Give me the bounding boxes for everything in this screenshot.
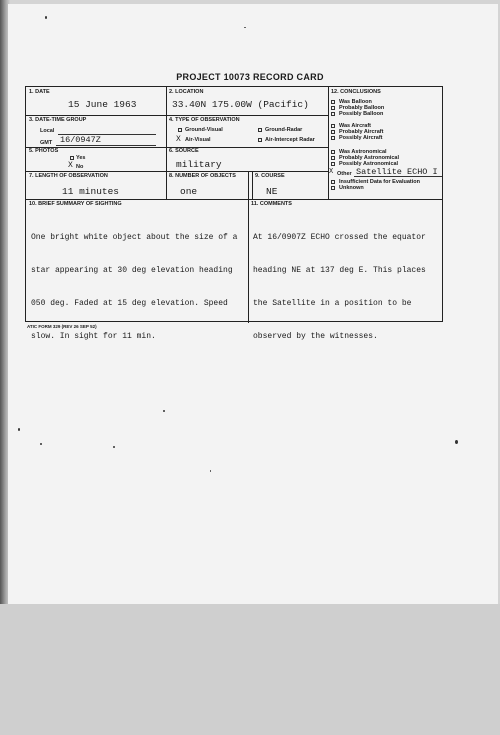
photos-cell bbox=[26, 147, 166, 171]
conclusion-probably-balloon[interactable]: Probably Balloon bbox=[331, 105, 384, 111]
other-line bbox=[354, 176, 442, 177]
conclusion-was-astronomical[interactable]: Was Astronomical bbox=[331, 149, 387, 155]
other-mark[interactable]: X bbox=[329, 168, 334, 176]
length-value: 11 minutes bbox=[62, 186, 120, 197]
scan-speck bbox=[455, 440, 458, 444]
other-label: Other bbox=[337, 171, 352, 177]
date-label: 1. DATE bbox=[29, 89, 50, 95]
checkbox-icon bbox=[331, 150, 335, 154]
gmt-value: 16/0947Z bbox=[60, 135, 101, 145]
checkbox-icon bbox=[331, 124, 335, 128]
date-value: 15 June 1963 bbox=[68, 99, 137, 110]
checkbox-icon bbox=[331, 106, 335, 110]
checkbox-icon bbox=[331, 136, 335, 140]
ground-radar-checkbox[interactable] bbox=[258, 128, 262, 132]
scan-speck bbox=[45, 16, 47, 19]
checkbox-icon bbox=[331, 162, 335, 166]
scan-speck bbox=[210, 470, 211, 472]
comments-line: At 16/0907Z ECHO crossed the equator bbox=[253, 233, 426, 242]
conclusion-was-aircraft[interactable]: Was Aircraft bbox=[331, 123, 371, 129]
checkbox-icon bbox=[331, 130, 335, 134]
location-cell bbox=[166, 87, 328, 115]
source-label: 6. SOURCE bbox=[169, 148, 199, 154]
conclusion-was-balloon[interactable]: Was Balloon bbox=[331, 99, 372, 105]
summary-line: 050 deg. Faded at 15 deg elevation. Speed bbox=[31, 299, 228, 308]
summary-text bbox=[31, 210, 237, 364]
conclusions-label: 12. CONCLUSIONS bbox=[331, 89, 381, 95]
ground-visual-label: Ground-Visual bbox=[185, 127, 223, 133]
photos-no-mark[interactable]: X bbox=[68, 161, 73, 170]
air-visual-mark[interactable]: X bbox=[176, 135, 181, 144]
air-intercept-checkbox[interactable] bbox=[258, 138, 262, 142]
objects-label: 8. NUMBER OF OBJECTS bbox=[169, 173, 236, 179]
scan-speck bbox=[163, 410, 165, 412]
local-label: Local bbox=[40, 128, 55, 134]
observation-type-cell bbox=[166, 115, 328, 147]
course-value: NE bbox=[266, 186, 278, 197]
card-title: PROJECT 10073 RECORD CARD bbox=[176, 72, 324, 82]
scan-speck bbox=[244, 27, 246, 28]
source-cell bbox=[166, 147, 328, 171]
obs-type-label: 4. TYPE OF OBSERVATION bbox=[169, 117, 240, 123]
length-cell bbox=[26, 171, 166, 199]
photos-yes-label: Yes bbox=[76, 155, 86, 161]
conclusion-possibly-aircraft[interactable]: Possibly Aircraft bbox=[331, 135, 383, 141]
gmt-line bbox=[56, 145, 156, 146]
conclusion-possibly-balloon[interactable]: Possibly Balloon bbox=[331, 111, 383, 117]
conclusion-probably-aircraft[interactable]: Probably Aircraft bbox=[331, 129, 383, 135]
checkbox-icon bbox=[331, 112, 335, 116]
summary-line: One bright white object about the size of a bbox=[31, 233, 238, 242]
comments-line: observed by the witnesses. bbox=[253, 332, 378, 341]
course-label: 9. COURSE bbox=[255, 173, 285, 179]
date-time-group-cell bbox=[26, 115, 166, 147]
conclusions-cell bbox=[328, 87, 444, 199]
objects-cell bbox=[166, 171, 248, 199]
checkbox-icon bbox=[331, 100, 335, 104]
comments-text bbox=[253, 210, 426, 364]
source-value: military bbox=[176, 159, 222, 170]
air-visual-label: Air-Visual bbox=[185, 137, 211, 143]
scan-speck bbox=[18, 428, 20, 431]
length-label: 7. LENGTH OF OBSERVATION bbox=[29, 173, 108, 179]
photos-no-label: No bbox=[76, 164, 84, 170]
location-label: 2. LOCATION bbox=[169, 89, 204, 95]
checkbox-icon bbox=[331, 186, 335, 190]
photos-yes-checkbox[interactable] bbox=[70, 156, 74, 160]
gmt-label: GMT bbox=[40, 140, 53, 146]
ground-visual-checkbox[interactable] bbox=[178, 128, 182, 132]
summary-label: 10. BRIEF SUMMARY OF SIGHTING bbox=[29, 201, 122, 207]
other-value: Satellite ECHO I bbox=[356, 167, 438, 177]
comments-label: 11. COMMENTS bbox=[251, 201, 292, 207]
comments-cell bbox=[248, 199, 444, 341]
date-cell bbox=[26, 87, 166, 115]
course-cell bbox=[252, 171, 328, 199]
air-intercept-label: Air-Intercept Radar bbox=[265, 137, 315, 143]
conclusion-unknown[interactable]: Unknown bbox=[331, 185, 364, 191]
summary-line: slow. In sight for 11 min. bbox=[31, 332, 156, 341]
location-value: 33.40N 175.00W (Pacific) bbox=[172, 99, 309, 110]
dtg-label: 3. DATE-TIME GROUP bbox=[29, 117, 87, 123]
comments-line: the Satellite in a position to be bbox=[253, 299, 412, 308]
photos-label: 5. PHOTOS bbox=[29, 148, 59, 154]
form-identifier: ATIC FORM 329 (REV 26 SEP 52) bbox=[27, 324, 97, 329]
checkbox-icon bbox=[331, 156, 335, 160]
objects-value: one bbox=[180, 186, 198, 197]
conclusion-probably-astronomical[interactable]: Probably Astronomical bbox=[331, 155, 399, 161]
ground-radar-label: Ground-Radar bbox=[265, 127, 303, 133]
scan-speck bbox=[40, 443, 42, 445]
conclusion-insufficient-data[interactable]: Insufficient Data for Evaluation bbox=[331, 179, 420, 185]
conclusion-possibly-astronomical[interactable]: Possibly Astronomical bbox=[331, 161, 398, 167]
scan-speck bbox=[113, 446, 115, 448]
scan-margin bbox=[0, 604, 500, 735]
summary-line: star appearing at 30 deg elevation heading bbox=[31, 266, 233, 275]
comments-line: heading NE at 137 deg E. This places bbox=[253, 266, 426, 275]
checkbox-icon bbox=[331, 180, 335, 184]
